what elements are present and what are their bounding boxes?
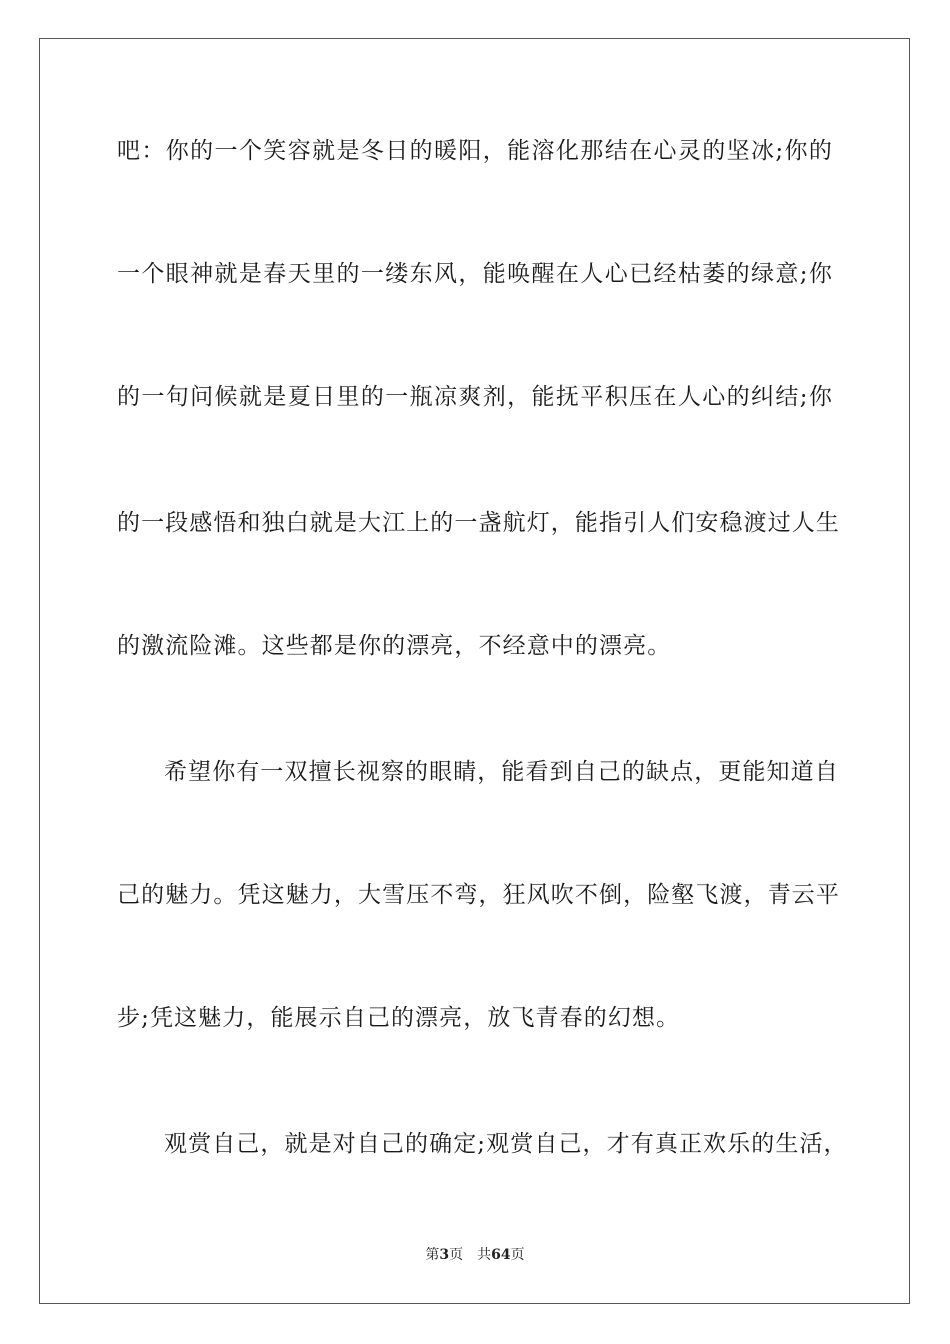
text-line: 的一句问候就是夏日里的一瓶凉爽剂，能抚平积压在人心的纠结;你 — [117, 384, 833, 410]
text-line: 的激流险滩。这些都是你的漂亮，不经意中的漂亮。 — [117, 633, 672, 659]
paragraph-first-line: 观赏自己，就是对自己的确定;观赏自己，才有真正欢乐的生活， — [164, 1131, 848, 1157]
text-line: 步;凭这魅力，能展示自己的漂亮，放飞青春的幻想。 — [117, 1005, 681, 1031]
page-number: 3 — [439, 1247, 450, 1263]
text-line: 吧：你的一个笑容就是冬日的暖阳，能溶化那结在心灵的坚冰;你的 — [117, 138, 833, 164]
paragraph-first-line: 希望你有一双擅长视察的眼睛，能看到自己的缺点，更能知道自 — [164, 759, 839, 785]
text-line: 己的魅力。凭这魅力，大雪压不弯，狂风吹不倒，险壑飞渡，青云平 — [117, 882, 840, 908]
text-line: 的一段感悟和独白就是大江上的一盏航灯，能指引人们安稳渡过人生 — [117, 510, 840, 536]
total-prefix: 共 — [477, 1247, 492, 1263]
total-suffix: 页 — [510, 1247, 525, 1263]
page-border — [39, 38, 910, 1304]
page-footer — [0, 1246, 950, 1264]
text-line: 一个眼神就是春天里的一缕东风，能唤醒在人心已经枯萎的绿意;你 — [117, 261, 833, 287]
page-prefix: 第 — [425, 1247, 440, 1263]
page-suffix: 页 — [449, 1247, 464, 1263]
total-pages: 64 — [491, 1247, 511, 1263]
